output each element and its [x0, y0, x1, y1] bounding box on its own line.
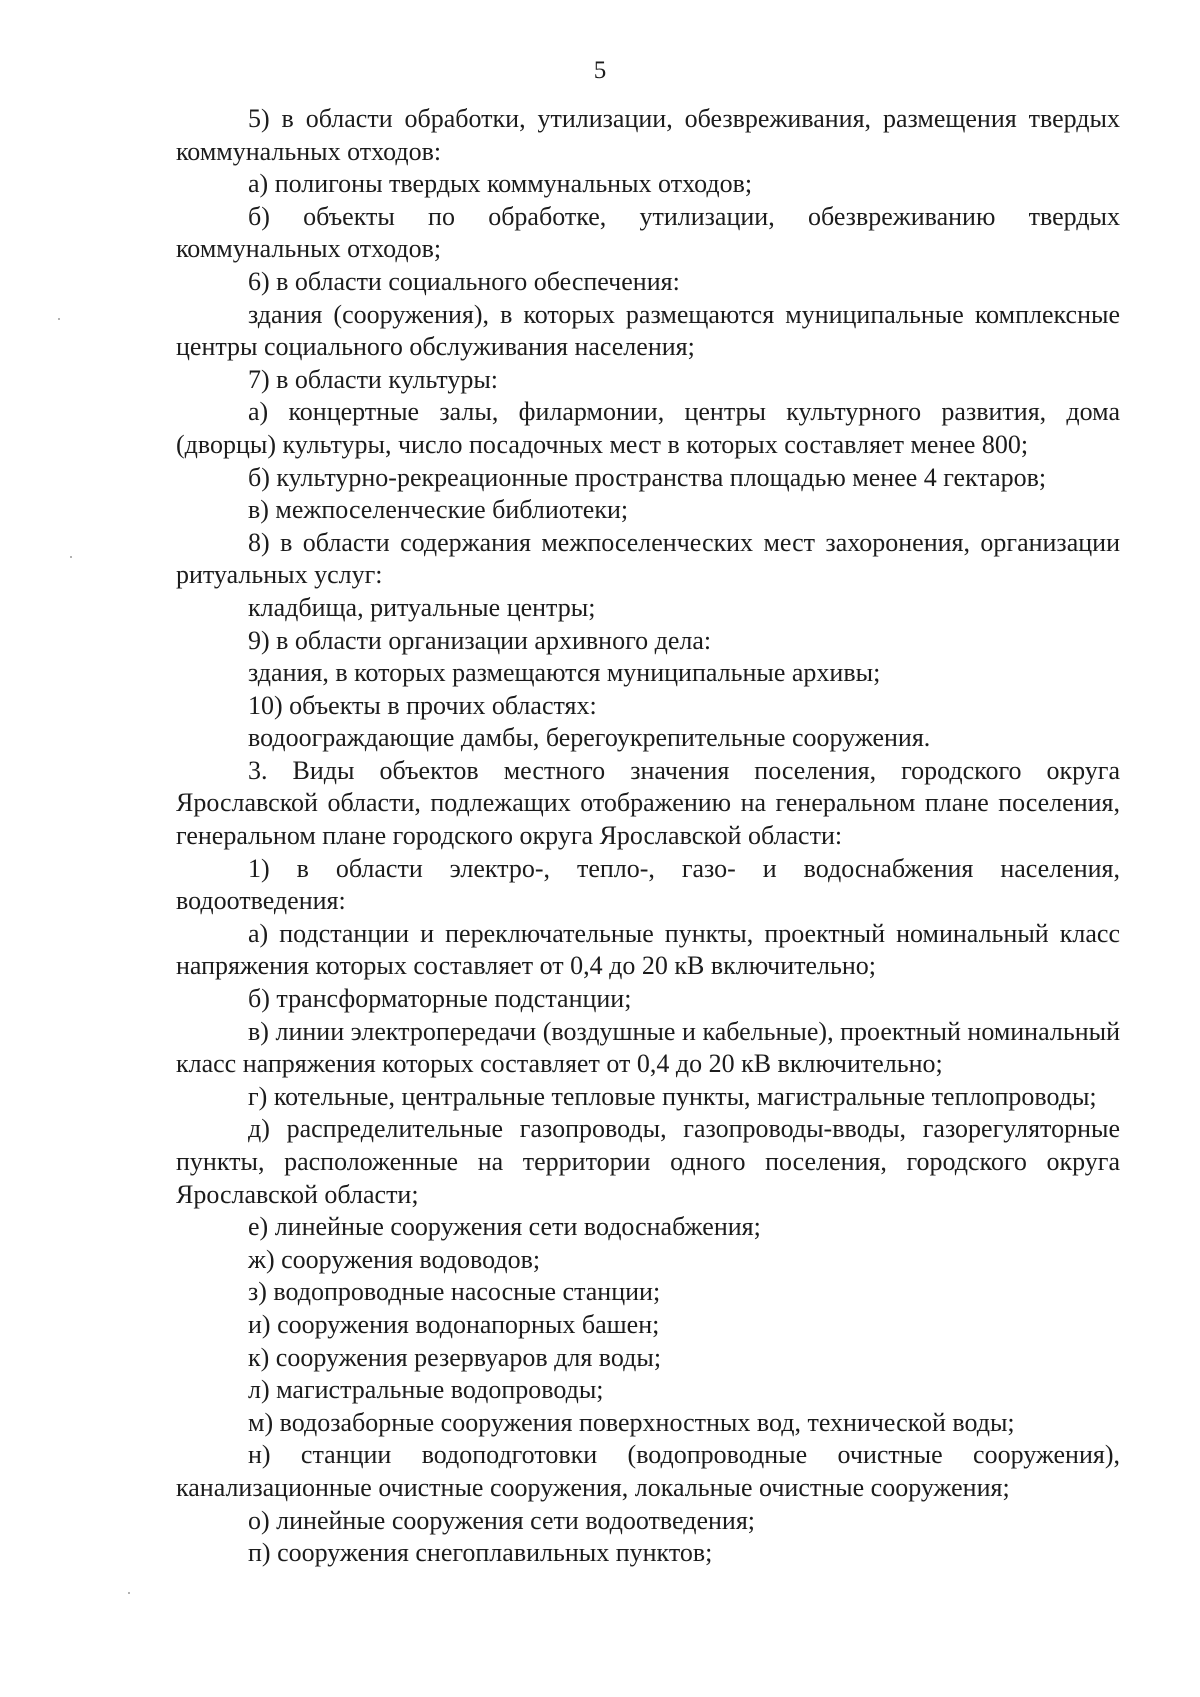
paragraph: кладбища, ритуальные центры; [248, 592, 596, 622]
paragraph: здания (сооружения), в которых размещаются муниципальные комплексные центры социального обслуживания населения; [176, 299, 1120, 362]
scan-speck [128, 1592, 130, 1594]
paragraph: п) сооружения снегоплавильных пунктов; [248, 1538, 713, 1568]
scan-speck [58, 318, 60, 320]
paragraph: н) станции водоподготовки (водопроводные очистные сооружения), канализационные очистные сооружения, локальные очистные сооружения; [176, 1440, 1120, 1502]
paragraph: а) концертные залы, филармонии, центры культурного развития, дома (дворцы) культуры, число посадочных мест в которых составляет менее 800; [176, 397, 1120, 459]
paragraph: 10) объекты в прочих областях: [248, 690, 597, 720]
paragraph: здания, в которых размещаются муниципальные архивы; [248, 658, 881, 688]
paragraph: д) распределительные газопроводы, газопроводы-вводы, газорегуляторные пункты, расположенные на территории одного поселения, городского округа Ярославской области; [176, 1114, 1120, 1209]
scan-speck [70, 556, 72, 558]
paragraph: а) подстанции и переключательные пункты, проектный номинальный класс напряжения которых составляет от 0,4 до 20 кВ включительно; [176, 918, 1120, 981]
paragraph: б) трансформаторные подстанции; [248, 984, 632, 1014]
paragraph: 9) в области организации архивного дела: [248, 625, 712, 655]
paragraph: 3. Виды объектов местного значения поселения, городского округа Ярославской области, подлежащих отображению на генеральном плане поселения, генеральном плане городского округа Ярославской области: [176, 755, 1120, 851]
paragraph: е) линейные сооружения сети водоснабжения; [248, 1212, 761, 1242]
paragraph: а) полигоны твердых коммунальных отходов; [248, 169, 753, 199]
paragraph: 7) в области культуры: [248, 364, 499, 394]
paragraph: водоограждающие дамбы, берегоукрепительные сооружения. [248, 723, 931, 753]
paragraph: б) объекты по обработке, утилизации, обезвреживанию твердых коммунальных отходов; [176, 201, 1120, 264]
paragraph: 1) в области электро-, тепло-, газо- и водоснабжения населения, водоотведения: [176, 853, 1120, 916]
paragraph: в) линии электропередачи (воздушные и кабельные), проектный номинальный класс напряжения которых составляет от 0,4 до 20 кВ включительно; [176, 1016, 1120, 1079]
paragraph: 6) в области социального обеспечения: [248, 266, 680, 296]
page-number: 5 [593, 57, 607, 84]
paragraph: в) межпоселенческие библиотеки; [248, 495, 629, 525]
paragraph: к) сооружения резервуаров для воды; [248, 1342, 662, 1372]
paragraph: 8) в области содержания межпоселенческих мест захоронения, организации ритуальных услуг: [176, 527, 1120, 590]
paragraph: и) сооружения водонапорных башен; [248, 1309, 660, 1339]
paragraph: г) котельные, центральные тепловые пункты, магистральные теплопроводы; [248, 1081, 1097, 1111]
document-body [176, 103, 1120, 1570]
paragraph: ж) сооружения водоводов; [248, 1244, 541, 1274]
paragraph: о) линейные сооружения сети водоотведения; [248, 1505, 756, 1535]
paragraph: 5) в области обработки, утилизации, обезвреживания, размещения твердых коммунальных отходов: [176, 104, 1120, 166]
paragraph: з) водопроводные насосные станции; [248, 1277, 661, 1307]
paragraph: л) магистральные водопроводы; [248, 1375, 604, 1405]
paragraph: б) культурно-рекреационные пространства площадью менее 4 гектаров; [248, 462, 1047, 492]
paragraph: м) водозаборные сооружения поверхностных вод, технической воды; [248, 1407, 1015, 1437]
